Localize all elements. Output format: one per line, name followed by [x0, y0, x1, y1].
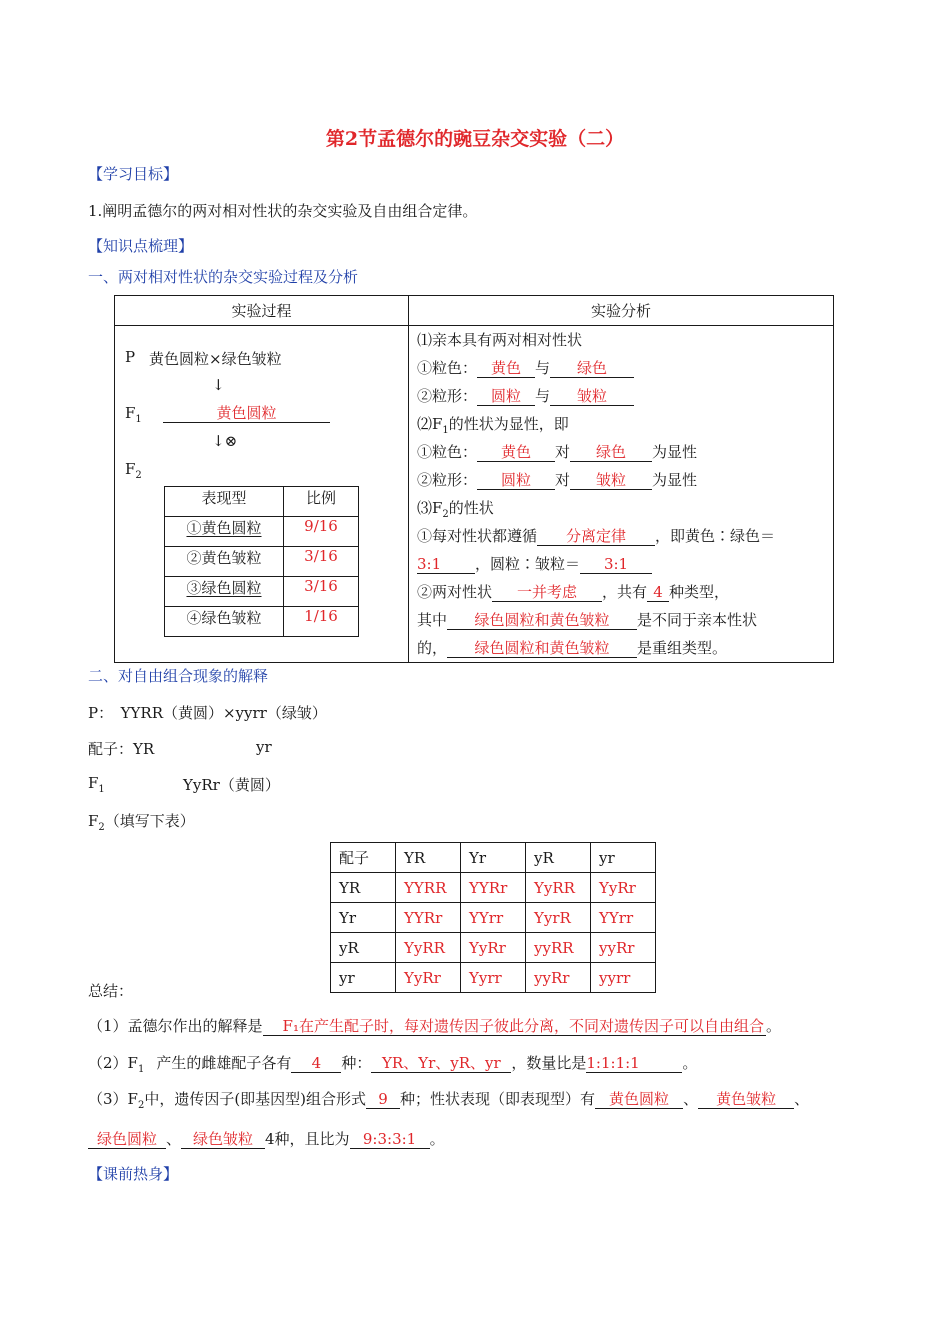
genotype-cell: yyrr — [591, 963, 656, 993]
goals-heading: 【学习目标】 — [88, 165, 179, 183]
gamete-header: yR — [526, 843, 591, 873]
genotype-cell: YyRr — [461, 933, 526, 963]
explanation-gamete-2: yr — [256, 738, 272, 756]
selfing-arrow-icon: ↓⊗ — [212, 432, 238, 450]
summary-3: $(3)F_2$中，遗传因子(即基因型)组合形式 9 种；性状表现（即表现型）有 黄色圆粒 、 黄色皱粒 、 — [88, 1090, 810, 1111]
table-row — [165, 577, 359, 607]
analysis-two-traits: ②两对性状 一并考虑 ，共有 4 种类型， — [417, 583, 730, 601]
pheno-header-ratio: 比例 — [284, 487, 359, 517]
warmup-heading: 【课前热身】 — [88, 1165, 179, 1183]
genotype-cell: Yyrr — [461, 963, 526, 993]
table-row — [165, 517, 359, 547]
p-label: P — [125, 348, 136, 366]
goal-1: 1.阐明孟德尔的两对相对性状的杂交实验及自由组合定律。 — [88, 202, 478, 220]
explanation-f1-value: YyRr（黄圆） — [183, 776, 280, 794]
f1-answer: 黄色圆粒 — [163, 404, 330, 423]
gamete-header: 配子 — [331, 843, 396, 873]
f1-label: $F_1$ — [125, 404, 142, 425]
analysis-recombinant: 的， 绿色圆粒和黄色皱粒 是重组类型。 — [417, 639, 728, 657]
summary-3-cont: 绿色圆粒 、 绿色皱粒 4种，且比为 9:3:3:1 。 — [88, 1128, 445, 1149]
genotype-cell: YYRr — [396, 903, 461, 933]
pheno-ratio: 9/16 — [284, 517, 359, 547]
pheno-ratio: 3/16 — [284, 547, 359, 577]
summary-label: 总结： — [88, 982, 134, 1000]
analysis-shape: ②粒形： 圆粒 与 皱粒 — [417, 382, 827, 410]
pheno-type: ③绿色圆粒 — [165, 577, 284, 607]
arrow-down-icon: ↓ — [212, 376, 225, 394]
genotype-cell: YyrR — [526, 903, 591, 933]
table-row — [331, 933, 656, 963]
analysis-1: ⑴亲本具有两对相对性状 — [417, 331, 583, 349]
pheno-header-type: 表现型 — [165, 487, 284, 517]
experiment-table — [114, 295, 834, 663]
row-gamete: yR — [331, 933, 396, 963]
pheno-ratio: 1/16 — [284, 607, 359, 637]
genotype-cell: yyRr — [526, 963, 591, 993]
genotype-cell: YyRr — [591, 873, 656, 903]
table-row — [331, 873, 656, 903]
genotype-cell: yyRr — [591, 933, 656, 963]
analysis-different: 其中 绿色圆粒和黄色皱粒 是不同于亲本性状 — [417, 611, 758, 629]
summary-2: $(2)F_1$ 产生的雌雄配子各有 4 种： YR、Yr、yR、yr ，数量比是1:1:1:1 。 — [88, 1054, 698, 1075]
row-gamete: Yr — [331, 903, 396, 933]
gamete-table — [330, 842, 656, 993]
pheno-type: ④绿色皱粒 — [165, 607, 284, 637]
genotype-cell: YYRr — [461, 873, 526, 903]
row-gamete: yr — [331, 963, 396, 993]
genotype-cell: YYRR — [396, 873, 461, 903]
genotype-cell: YyRr — [396, 963, 461, 993]
col-header-analysis: 实验分析 — [409, 296, 834, 326]
part2-heading: 二、对自由组合现象的解释 — [88, 667, 269, 685]
genotype-cell: yyRR — [526, 933, 591, 963]
summary-1: （1）孟德尔作出的解释是 F₁在产生配子时，每对遗传因子彼此分离，不同对遗传因子可以自由组合 。 — [88, 1017, 781, 1035]
explanation-f1-label: $F_1$ — [88, 774, 105, 795]
gamete-header: Yr — [461, 843, 526, 873]
pheno-ratio: 3/16 — [284, 577, 359, 607]
process-cell — [115, 326, 409, 663]
table-row — [331, 843, 656, 873]
genotype-cell: YYrr — [591, 903, 656, 933]
f2-label: $F_2$ — [125, 460, 142, 481]
analysis-ratios: 3:1 ，圆粒∶皱粒＝ 3:1 — [417, 550, 827, 578]
gamete-header: YR — [396, 843, 461, 873]
analysis-dom-shape: ②粒形： 圆粒 对 皱粒 为显性 — [417, 471, 698, 489]
analysis-dom-color: ①粒色： 黄色 对 绿色 为显性 — [417, 443, 698, 461]
table-row — [331, 903, 656, 933]
gamete-header: yr — [591, 843, 656, 873]
table-row — [331, 963, 656, 993]
analysis-2: $⑵F_1$的性状为显性，即 — [417, 415, 569, 436]
p-cross: 黄色圆粒×绿色皱粒 — [149, 350, 282, 368]
pheno-type: ②黄色皱粒 — [165, 547, 284, 577]
phenotype-table — [164, 486, 359, 637]
genotype-cell: YYrr — [461, 903, 526, 933]
page-title: 第2节孟德尔的豌豆杂交实验（二） — [325, 128, 625, 150]
col-header-process: 实验过程 — [115, 296, 409, 326]
table-row — [165, 607, 359, 637]
explanation-gamete: 配子：YR — [88, 740, 155, 758]
row-gamete: YR — [331, 873, 396, 903]
explanation-f2: $F_2$（填写下表） — [88, 812, 195, 833]
table-row — [165, 547, 359, 577]
analysis-color: ①粒色： 黄色 与 绿色 — [417, 354, 827, 382]
explanation-p: P： YYRR（黄圆）×yyrr（绿皱） — [88, 704, 327, 722]
analysis-cell — [409, 326, 834, 663]
analysis-3: $⑶F_2$的性状 — [417, 499, 494, 520]
analysis-law: ①每对性状都遵循 分离定律 ，即黄色∶绿色＝ — [417, 527, 776, 545]
knowledge-heading: 【知识点梳理】 — [88, 237, 194, 255]
pheno-type: ①黄色圆粒 — [165, 517, 284, 547]
part1-heading: 一、两对相对性状的杂交实验过程及分析 — [88, 268, 359, 286]
genotype-cell: YyRR — [526, 873, 591, 903]
genotype-cell: YyRR — [396, 933, 461, 963]
